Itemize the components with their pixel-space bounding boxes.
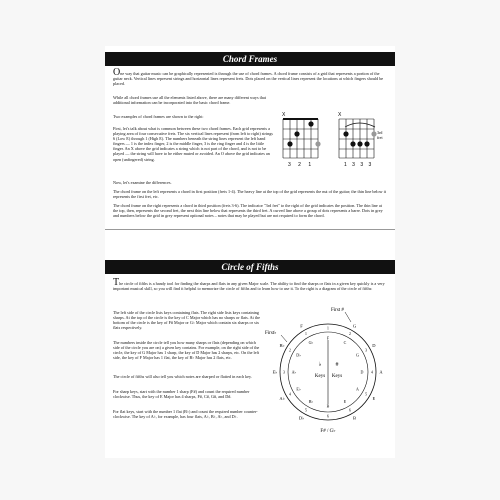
inner-note-label: E♭ <box>296 386 301 392</box>
accidental-count: 1 <box>305 332 307 337</box>
accidental-count: 6 <box>327 414 329 419</box>
accidental-count: 6 <box>349 408 351 413</box>
inner-note-label: F <box>326 335 330 341</box>
circle-p4: The circle of fifths will also tell you which notes are sharped or flatted in each key. <box>113 374 252 379</box>
inner-note-label: G♭ <box>308 340 314 345</box>
circle-intro: The circle of fifths is a handy tool for finding the sharps and flats in any given Major scale. The ability to find the sharps or flats in a given key quickly is a very important musical skill, so you will find it helpful to memorize the circle of fifths and to learn how to use it. To the right is a diagram of the circle of fifths: <box>113 277 385 292</box>
circle-p2: The left side of the circle lists keys containing flats. The right side lists keys containing sharps. At the top of the circle is the key of C Major which has no sharps or flats. At the bottom of the circle is the key of F# Major or G♭ Major which contain six sharps or six flats respectively. <box>113 310 260 331</box>
chord-frames-p3: Two examples of chord frames are shown to the right: <box>113 114 204 119</box>
outer-key-label: E♭ <box>272 369 278 375</box>
chord-left-fingers: 3 2 1 <box>288 162 315 168</box>
circle-of-fifths-diagram <box>265 302 391 438</box>
drop-cap: O <box>113 67 121 78</box>
outer-key-label: B♭ <box>279 343 285 349</box>
accidental-count: 3 <box>283 370 285 375</box>
inner-note-label: A <box>355 386 359 392</box>
chord-frame-left <box>277 110 325 170</box>
center-flat-symbol: ♭ <box>318 362 322 368</box>
inner-note-label: G <box>355 352 359 358</box>
section-title-circle-of-fifths: Circle of Fifths <box>105 260 395 274</box>
inner-note-label: B♭ <box>308 398 314 404</box>
chord-frames-p5: Now, let's examine the differences. <box>113 180 172 185</box>
center-sharp-symbol: # <box>335 362 339 368</box>
outer-key-label: F <box>300 323 303 329</box>
accidental-count: 4 <box>371 370 373 375</box>
outer-key-label: E <box>372 396 376 402</box>
center-sharp-keys: Keys <box>331 374 343 379</box>
center-flat-keys: Keys <box>314 374 326 379</box>
accidental-count: 2 <box>349 332 351 337</box>
circle-p3: The numbers inside the circle tell you how many sharps or flats (depending on which side of the circle you are on) a given key contains. For example, on the right side of the circle, the key of G Major has 1 sharp, the key of D Major has 2 sharps, etc. On the left side, the key of F Major has 1 flat, the key of B♭ Major has 2 flats, etc. <box>113 340 260 361</box>
accidental-count: 5 <box>305 408 307 413</box>
inner-note-label: D♭ <box>296 352 301 358</box>
chord-frames-p7: The chord frame on the right represents a chord in third position (frets 3-6). The indicator "3rd fret" to the right of the grid indicates the position. The thin line at the top, then, represents the second fret, the next thin line below that represents the third fret. A curved line above a group of dots represents a barre. Dots in grey and numbers below the grid in grey represent optional notes – notes that may be played but are not required to form the chord. <box>113 203 383 219</box>
chord-right-fingers: 1 3 3 3 <box>344 162 374 168</box>
accidental-count: 5 <box>365 392 368 397</box>
outer-key-label: G <box>352 323 357 329</box>
drop-cap: T <box>113 277 120 288</box>
inner-note-label: B <box>326 403 330 409</box>
outer-key-label: B <box>352 415 357 421</box>
chord-frames-p6: The chord frame on the left represents a chord in first position (frets 1-4). The heavy line at the top of the grid represents the nut of the guitar; the thin line below it represents the first fret, etc. <box>113 189 386 200</box>
outer-key-label: D♭ <box>298 415 305 421</box>
section-divider <box>105 229 395 230</box>
accidental-count: 3 <box>365 348 368 353</box>
inner-note-label: D <box>360 369 364 375</box>
inner-note-label: A♭ <box>291 369 297 375</box>
accidental-count: 4 <box>288 392 291 397</box>
section-title-chord-frames: Chord Frames <box>105 52 395 66</box>
outer-key-label: A <box>379 369 383 375</box>
document-page <box>105 46 395 458</box>
accidental-count: 1 <box>327 326 329 331</box>
chord-right-fret-label-2: fret <box>377 135 383 140</box>
chord-frames-p2: While all chord frames use all the elements listed above, there are many different ways that additional information can be incorporated into the basic chord frame. <box>113 95 266 106</box>
accidental-count: 2 <box>288 348 291 353</box>
chord-right-x-label: X <box>338 112 342 118</box>
circle-p6: For flat keys, start with the number 1 flat (B♭) and count the required number counter-clockwise. The key of A♭, for example, has four flats, A♭, B♭, A♭, and D♭. <box>113 409 258 420</box>
chord-frame-right <box>333 110 393 170</box>
inner-note-label: E <box>343 398 347 404</box>
chord-frames-intro: One way that guitar music can be graphically represented is through the use of chord frames. A chord frame consists of a grid that represents a portion of the guitar neck. Vertical lines represent strings and horizontal lines represent frets. Dots placed on the vertical lines represent the locations at which fingers should be placed. <box>113 67 384 87</box>
inner-note-label: C <box>343 340 347 345</box>
outer-key-label: D <box>372 343 376 349</box>
chord-left-x-label: X <box>282 112 286 118</box>
circle-p5: For sharp keys, start with the number 1 sharp (F#) and count the required number clockwise. Thus, the key of E Major has 4 sharps, F#, C#, G#, and D#. <box>113 389 250 400</box>
first-sharp-label: First # <box>331 308 344 313</box>
bottom-key-label: F# / G♭ <box>320 429 336 434</box>
first-flat-label: First♭ <box>265 331 277 336</box>
outer-key-label: A♭ <box>279 396 285 402</box>
chord-frames-p4: First, let's talk about what is common between these two chord frames. Each grid represents a playing area of four consecutive frets. The six vertical lines represent (from left to right) strings 6 (Low E) through 1 (High E). The numbers beneath the string lines represent the left hand fingers — 1 is the index finger, 2 is the middle finger, 3 is the ring finger and 4 is the little finger. An X above the grid indicates a string which is not part of the chord, and is not to be played — the string will have to be either muted or avoided. An O above the grid indicates an open (unfingered) string. <box>113 126 273 162</box>
chord-right-fret-label-1: 3rd <box>377 130 383 135</box>
